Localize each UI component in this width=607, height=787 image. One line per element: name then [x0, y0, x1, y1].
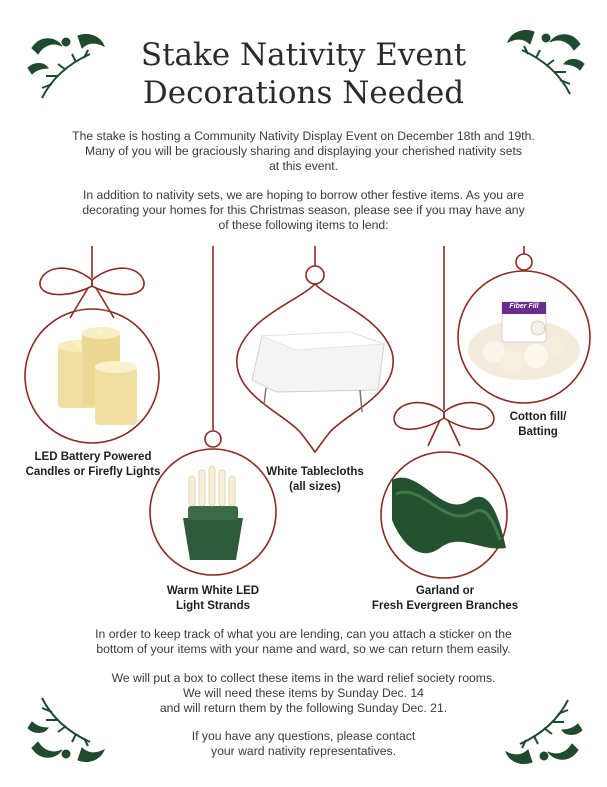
evergreen-garland-image — [392, 478, 506, 554]
holly-sprig-icon — [498, 690, 588, 770]
closing-paragraph-2: We will put a box to collect these items in the ward relief society rooms. We will need these items by Sunday Dec. 14 and will return them by the following Sunday Dec. 21. — [111, 671, 496, 715]
title-line-2: Decorations Needed — [142, 75, 465, 111]
cotton-fill-image — [468, 302, 580, 380]
holly-sprig-icon — [22, 688, 112, 768]
holly-sprig-icon — [22, 28, 112, 108]
label-tablecloths: White Tablecloths (all sizes) — [266, 466, 364, 493]
intro-paragraph-2: In addition to nativity sets, we are hoping to borrow other festive items. As you are decorating your homes for this Christmas season, please see if you may have any of these following items to lend: — [82, 188, 525, 232]
label-candles: LED Battery Powered Candles or Firefly Lights — [25, 451, 161, 478]
closing-paragraph-3: If you have any questions, please contact your ward nativity representatives. — [191, 729, 416, 758]
title-line-1: Stake Nativity Event — [140, 37, 467, 73]
intro-paragraph-1: The stake is hosting a Community Nativity Display Event on December 18th and 19th. Many of you will be graciously sharing and displaying your cherished nativity sets at this event. — [72, 129, 535, 173]
label-garland: Garland or Fresh Evergreen Branches — [371, 585, 519, 612]
label-lights: Warm White LED Light Strands — [166, 585, 260, 612]
fiber-fill-package-label: Fiber Fill — [509, 303, 539, 310]
label-cotton: Cotton fill/ Batting — [509, 411, 567, 438]
led-candles-image — [58, 327, 137, 425]
closing-paragraph-1: In order to keep track of what you are lending, can you attach a sticker on the bottom of your items with your name and ward, so we can return them easily. — [95, 627, 512, 656]
led-light-strands-image — [183, 466, 243, 560]
white-tablecloth-image — [252, 332, 384, 412]
holly-sprig-icon — [500, 24, 590, 104]
